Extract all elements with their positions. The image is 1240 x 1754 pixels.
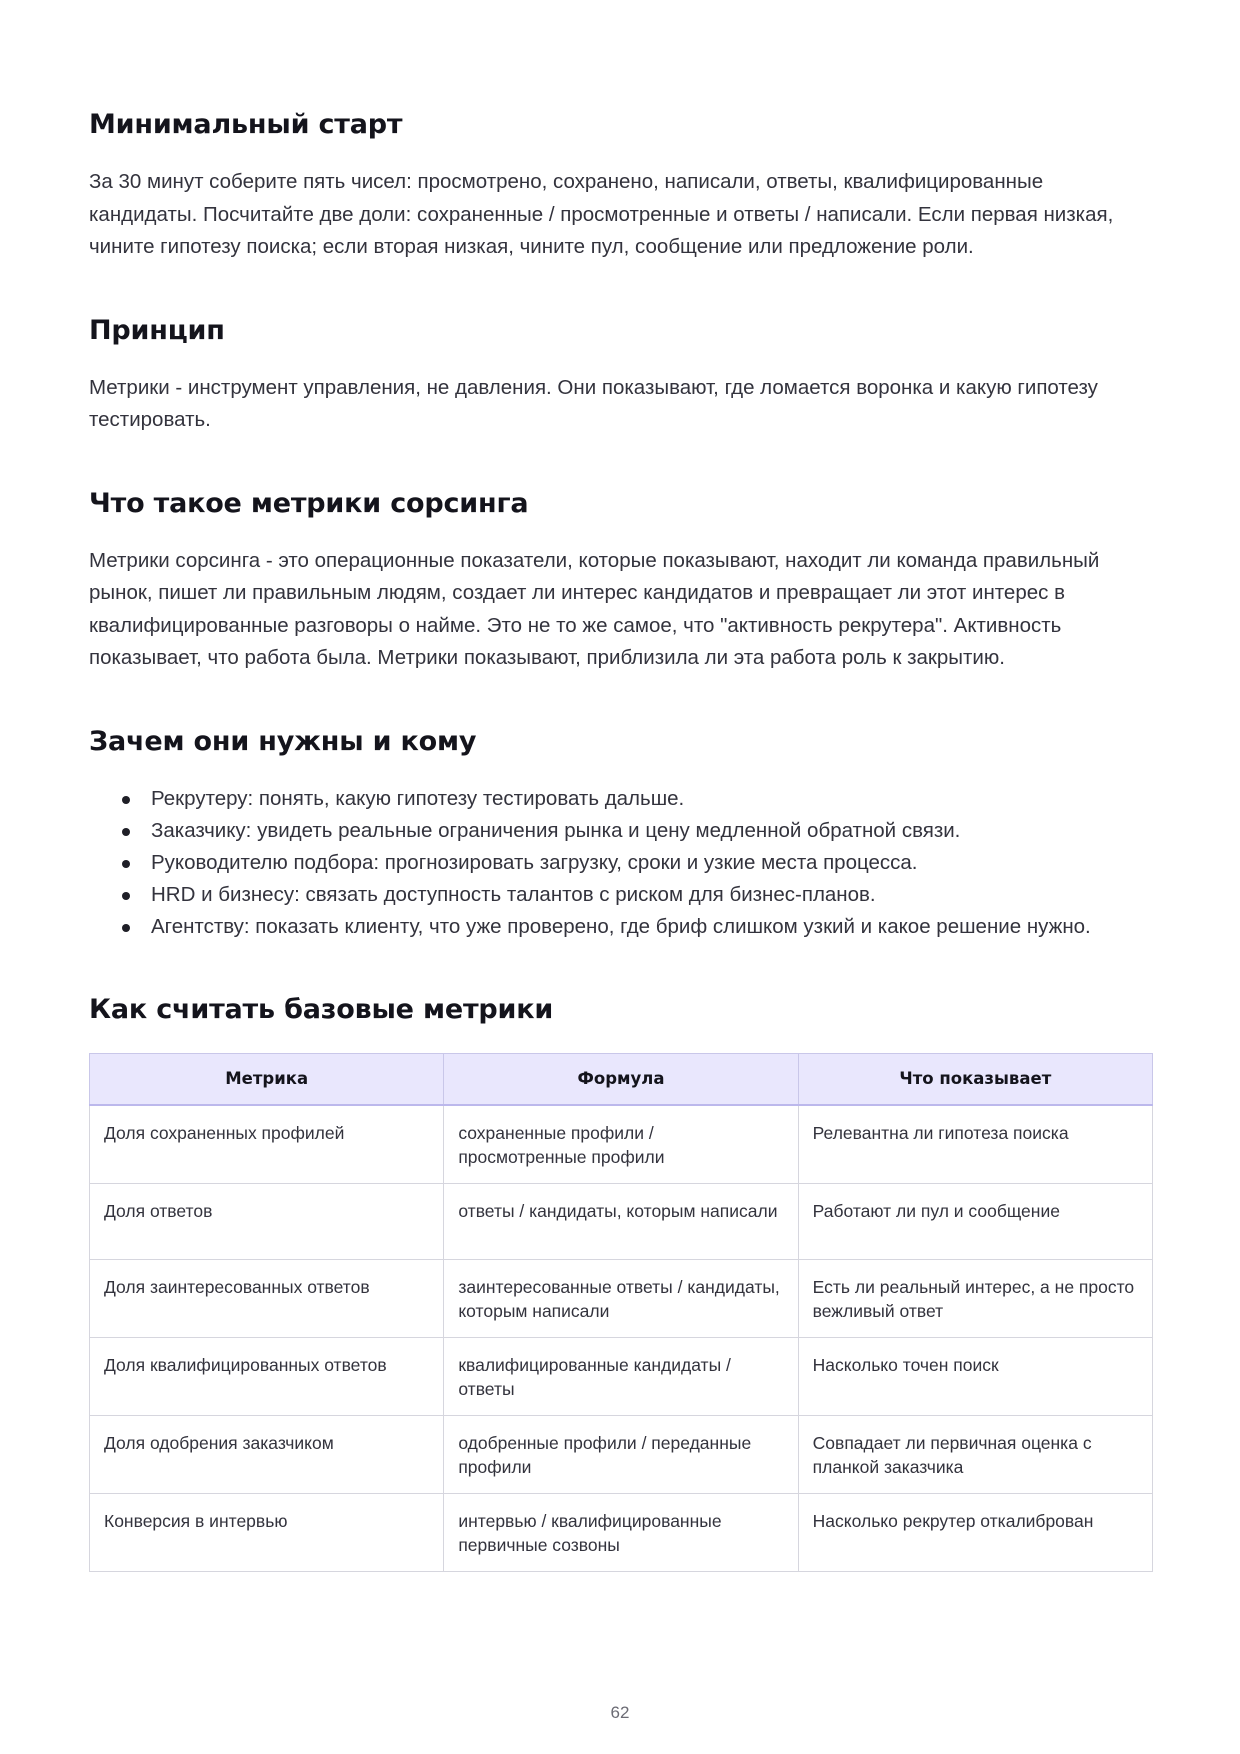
- list-item-text: Заказчику: увидеть реальные ограничения рынка и цену медленной обратной связи.: [151, 818, 961, 842]
- list-item-text: Агентству: показать клиенту, что уже проверено, где бриф слишком узкий и какое решение нужно.: [151, 914, 1091, 938]
- table-cell-formula: интервью / квалифицированные первичные созвоны: [444, 1493, 798, 1571]
- page-number: 62: [610, 1703, 630, 1722]
- bullet-icon: [122, 796, 130, 804]
- section-title-minimal-start: Минимальный старт: [89, 109, 403, 140]
- list-item-text: Руководителю подбора: прогнозировать загрузку, сроки и узкие места процесса.: [151, 850, 918, 874]
- table-cell-metric: Доля одобрения заказчиком: [90, 1415, 444, 1493]
- list-item: [151, 847, 1154, 879]
- section-title-principle: Принцип: [89, 314, 225, 346]
- list-item: [151, 815, 1154, 847]
- column-header-formula: Формула: [444, 1053, 798, 1105]
- table-cell-shows: Насколько точен поиск: [798, 1337, 1152, 1415]
- section-title-how-to-count: Как считать базовые метрики: [89, 993, 554, 1025]
- table-cell-formula: ответы / кандидаты, которым написали: [444, 1183, 798, 1259]
- bullet-icon: [122, 924, 130, 932]
- table-cell-shows: Работают ли пул и сообщение: [798, 1183, 1152, 1259]
- table-row: [90, 1337, 1153, 1415]
- table-row: [90, 1493, 1153, 1571]
- table-cell-formula: сохраненные профили / просмотренные профили: [444, 1105, 798, 1184]
- list-item: [151, 783, 1154, 815]
- section-title-what-are-metrics: Что такое метрики сорсинга: [89, 487, 529, 519]
- section-text-minimal-start: За 30 минут соберите пять чисел: просмотрено, сохранено, написали, ответы, квалифицированные кандидаты. Посчитайте две доли: сохраненные / просмотренные и ответы / написали. Если первая низкая, чините гипотезу поиска; если вторая низкая, чините пул, сообщение или предложение роли.: [89, 170, 1114, 258]
- table-cell-shows: Релевантна ли гипотеза поиска: [798, 1105, 1152, 1184]
- section-text-what-are-metrics: Метрики сорсинга - это операционные показатели, которые показывают, находит ли команда правильный рынок, пишет ли правильным людям, создает ли интерес кандидатов и превращает ли этот интерес в квалифицированные разговоры о найме. Это не то же самое, что "активность рекрутера". Активность показывает, что работа была. Метрики показывают, приблизила ли эта работа роль к закрытию.: [89, 548, 1100, 669]
- table-cell-formula: заинтересованные ответы / кандидаты, которым написали: [444, 1259, 798, 1337]
- section-title-why-needed: Зачем они нужны и кому: [89, 725, 477, 757]
- bullet-icon: [122, 860, 130, 868]
- table-row: [90, 1105, 1153, 1184]
- column-header-metric: Метрика: [90, 1053, 444, 1105]
- list-item-text: Рекрутеру: понять, какую гипотезу тестировать дальше.: [151, 786, 685, 810]
- table-cell-metric: Доля сохраненных профилей: [90, 1105, 444, 1184]
- list-item-text: HRD и бизнесу: связать доступность талантов с риском для бизнес-планов.: [151, 882, 876, 906]
- table-cell-shows: Есть ли реальный интерес, а не просто вежливый ответ: [798, 1259, 1152, 1337]
- table-cell-metric: Доля квалифицированных ответов: [90, 1337, 444, 1415]
- table-row: [90, 1259, 1153, 1337]
- table-cell-shows: Совпадает ли первичная оценка с планкой заказчика: [798, 1415, 1152, 1493]
- table-cell-metric: Доля заинтересованных ответов: [90, 1259, 444, 1337]
- section-text-principle: Метрики - инструмент управления, не давления. Они показывают, где ломается воронка и какую гипотезу тестировать.: [89, 375, 1098, 431]
- table-cell-formula: одобренные профили / переданные профили: [444, 1415, 798, 1493]
- table-header-row: [90, 1053, 1153, 1105]
- list-item: [151, 911, 1154, 943]
- table-cell-shows: Насколько рекрутер откалиброван: [798, 1493, 1152, 1571]
- bullet-icon: [122, 828, 130, 836]
- list-item: [151, 879, 1154, 911]
- why-needed-list: [89, 783, 1154, 943]
- table-row: [90, 1183, 1153, 1259]
- bullet-icon: [122, 892, 130, 900]
- column-header-shows: Что показывает: [798, 1053, 1152, 1105]
- metrics-table: [89, 1053, 1153, 1572]
- table-cell-metric: Доля ответов: [90, 1183, 444, 1259]
- table-cell-metric: Конверсия в интервью: [90, 1493, 444, 1571]
- table-row: [90, 1415, 1153, 1493]
- table-cell-formula: квалифицированные кандидаты / ответы: [444, 1337, 798, 1415]
